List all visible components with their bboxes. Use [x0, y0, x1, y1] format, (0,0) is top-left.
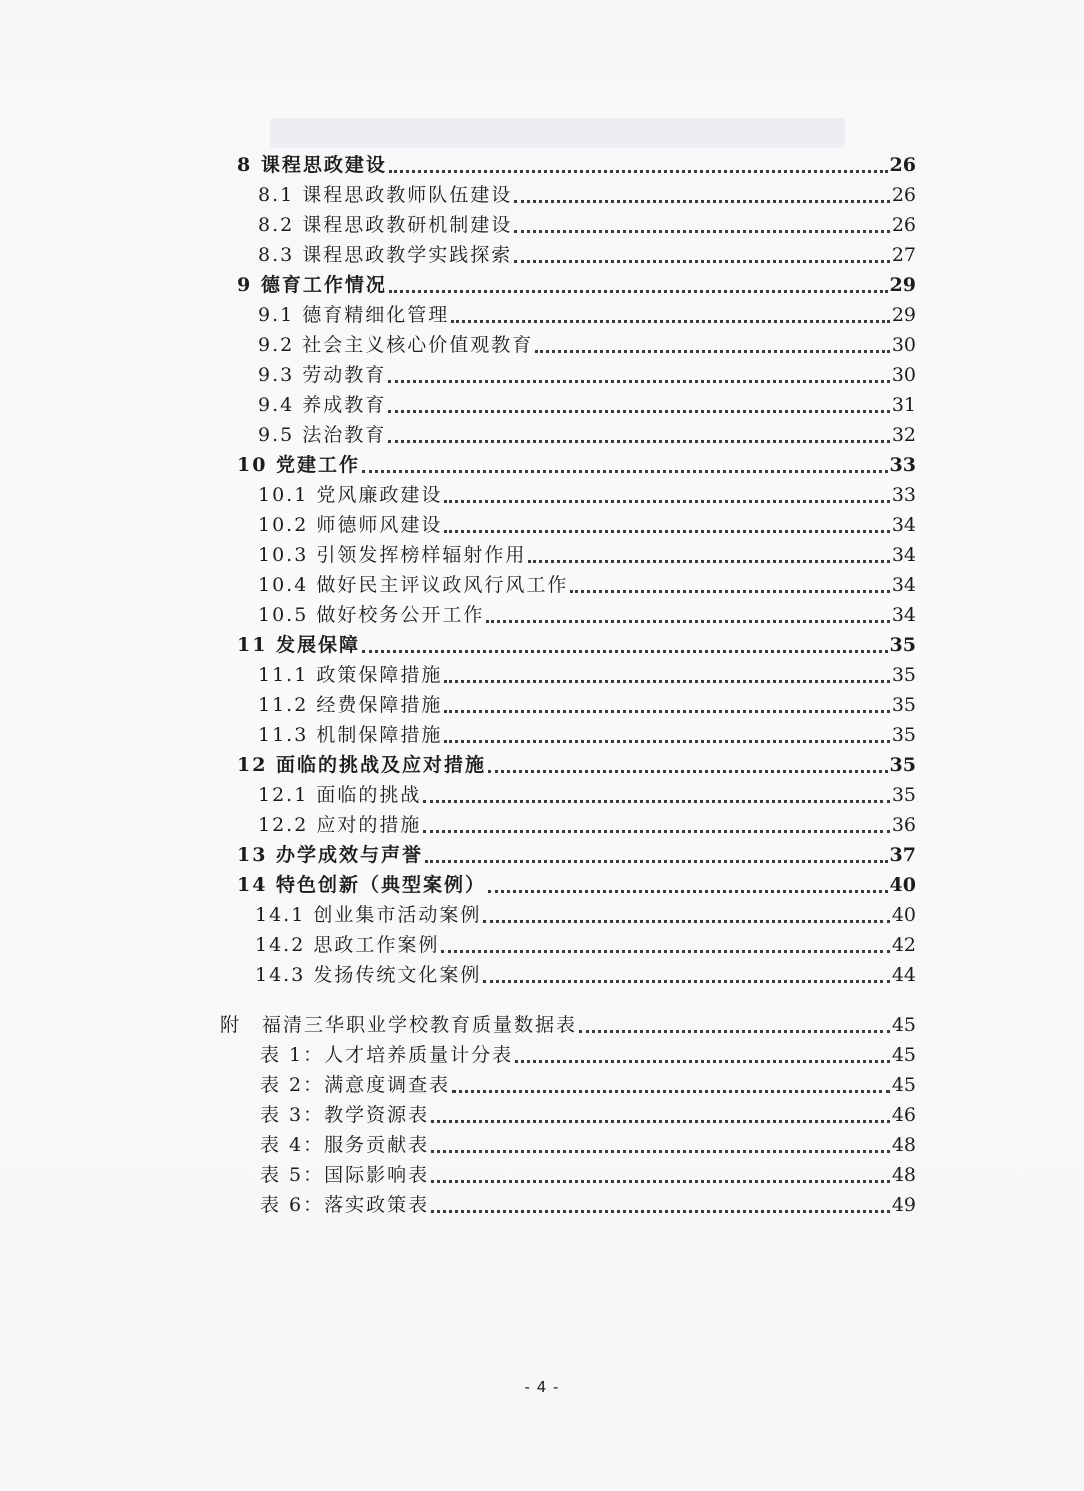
- dot-leader: [515, 1060, 890, 1063]
- toc-subsection[interactable]: [258, 178, 916, 208]
- toc-section[interactable]: [237, 448, 916, 478]
- dot-leader: [431, 1180, 890, 1183]
- toc-section[interactable]: [237, 838, 916, 868]
- toc-entry-page: 29: [891, 304, 916, 326]
- toc-entry-label: 表 2：满意度调查表: [260, 1074, 451, 1096]
- toc-entry-page: 44: [891, 964, 916, 986]
- toc-subsection[interactable]: [258, 568, 916, 598]
- toc-entry-page: 37: [889, 844, 916, 866]
- toc-entry-page: 40: [891, 904, 916, 926]
- toc-entry-page: 35: [891, 784, 916, 806]
- toc-entry-label: 附 福清三华职业学校教育质量数据表: [220, 1014, 578, 1036]
- toc-entry-page: 35: [891, 664, 916, 686]
- toc-entry-label: 9.5 法治教育: [258, 424, 387, 446]
- toc-entry-label: 11.1 政策保障措施: [258, 664, 443, 686]
- toc-subsection[interactable]: [260, 1038, 916, 1068]
- dot-leader: [486, 620, 889, 623]
- toc-entry-label: 9.3 劳动教育: [258, 364, 387, 386]
- toc-entry-page: 40: [889, 874, 916, 896]
- dot-leader: [389, 170, 888, 173]
- toc-section[interactable]: [237, 268, 916, 298]
- toc-entry-label: 表 4：服务贡献表: [260, 1134, 430, 1156]
- toc-entry-page: 34: [891, 514, 916, 536]
- toc-entry-label: 14.2 思政工作案例: [255, 934, 440, 956]
- toc-entry-page: 34: [891, 604, 916, 626]
- toc-entry-page: 45: [891, 1014, 916, 1036]
- toc-subsection[interactable]: [255, 958, 916, 988]
- toc-entry-label: 9 德育工作情况: [237, 274, 387, 296]
- toc-entry-page: 45: [891, 1044, 916, 1066]
- dot-leader: [514, 230, 890, 233]
- dot-leader: [431, 1120, 890, 1123]
- toc-entry-label: 10.5 做好校务公开工作: [258, 604, 485, 626]
- toc-entry-page: 36: [891, 814, 916, 836]
- toc-subsection[interactable]: [260, 1158, 916, 1188]
- toc-subsection[interactable]: [258, 808, 916, 838]
- dot-leader: [441, 950, 889, 953]
- toc-entry-page: 33: [889, 454, 916, 476]
- toc-entry-page: 49: [891, 1194, 916, 1216]
- toc-subsection[interactable]: [258, 688, 916, 718]
- dot-leader: [528, 560, 889, 563]
- toc-entry-page: 30: [891, 334, 916, 356]
- toc-entry-label: 12 面临的挑战及应对措施: [237, 754, 487, 776]
- toc-subsection[interactable]: [258, 598, 916, 628]
- toc-subsection[interactable]: [258, 718, 916, 748]
- toc-entry-page: 35: [889, 754, 916, 776]
- toc-entry-label: 表 1：人才培养质量计分表: [260, 1044, 514, 1066]
- toc-subsection[interactable]: [260, 1068, 916, 1098]
- dot-leader: [431, 1210, 890, 1213]
- toc-section[interactable]: [237, 148, 916, 178]
- toc-entry-page: 26: [889, 154, 916, 176]
- toc-entry-label: 8.1 课程思政教师队伍建设: [258, 184, 513, 206]
- bleed-through-mark: [270, 118, 845, 148]
- toc-subsection[interactable]: [258, 418, 916, 448]
- toc-subsection[interactable]: [258, 208, 916, 238]
- dot-leader: [570, 590, 889, 593]
- toc-entry-label: 12.2 应对的措施: [258, 814, 422, 836]
- toc-entry-label: 表 3：教学资源表: [260, 1104, 430, 1126]
- toc-section[interactable]: [237, 748, 916, 778]
- toc-subsection[interactable]: [258, 538, 916, 568]
- toc-subsection[interactable]: [258, 238, 916, 268]
- toc-entry-page: 48: [891, 1134, 916, 1156]
- toc-entry-label: 8.3 课程思政教学实践探索: [258, 244, 513, 266]
- toc-entry-page: 34: [891, 574, 916, 596]
- dot-leader: [444, 530, 889, 533]
- toc-entry-label: 14.3 发扬传统文化案例: [255, 964, 482, 986]
- dot-leader: [514, 200, 890, 203]
- dot-leader: [362, 650, 887, 653]
- toc-entry-page: 35: [889, 634, 916, 656]
- toc-subsection[interactable]: [260, 1098, 916, 1128]
- toc-subsection[interactable]: [258, 298, 916, 328]
- toc-entry-page: 34: [891, 544, 916, 566]
- toc-entry-label: 11.2 经费保障措施: [258, 694, 443, 716]
- dot-leader: [444, 740, 889, 743]
- toc-entry-page: 31: [891, 394, 916, 416]
- toc-entry-page: 27: [891, 244, 916, 266]
- toc-subsection[interactable]: [258, 658, 916, 688]
- toc-entry-page: 45: [891, 1074, 916, 1096]
- toc-entry-label: 9.4 养成教育: [258, 394, 387, 416]
- dot-leader: [444, 500, 889, 503]
- dot-leader: [389, 290, 888, 293]
- dot-leader: [579, 1030, 890, 1033]
- toc-entry-label: 8 课程思政建设: [237, 154, 387, 176]
- dot-leader: [483, 920, 889, 923]
- toc-entry-label: 13 办学成效与声誉: [237, 844, 424, 866]
- dot-leader: [514, 260, 890, 263]
- dot-leader: [488, 890, 887, 893]
- toc-entry-label: 11.3 机制保障措施: [258, 724, 443, 746]
- toc-subsection[interactable]: [255, 898, 916, 928]
- toc-entry-label: 11 发展保障: [237, 634, 361, 656]
- toc-subsection[interactable]: [258, 508, 916, 538]
- dot-leader: [388, 410, 890, 413]
- dot-leader: [423, 830, 889, 833]
- dot-leader: [423, 800, 889, 803]
- toc-subsection[interactable]: [260, 1128, 916, 1158]
- toc-subsection[interactable]: [258, 778, 916, 808]
- toc-subsection[interactable]: [258, 328, 916, 358]
- toc-entry-label: 9.1 德育精细化管理: [258, 304, 450, 326]
- toc-entry-page: 30: [891, 364, 916, 386]
- toc-appendix[interactable]: [220, 1008, 916, 1038]
- toc-entry-page: 35: [891, 694, 916, 716]
- dot-leader: [535, 350, 890, 353]
- toc-entry-label: 10.2 师德师风建设: [258, 514, 443, 536]
- toc-section[interactable]: [237, 628, 916, 658]
- dot-leader: [431, 1150, 890, 1153]
- toc-subsection[interactable]: [258, 478, 916, 508]
- toc-subsection[interactable]: [258, 388, 916, 418]
- toc-entry-label: 10.1 党风廉政建设: [258, 484, 443, 506]
- toc-entry-page: 29: [889, 274, 916, 296]
- toc-entry-page: 35: [891, 724, 916, 746]
- dot-leader: [488, 770, 887, 773]
- toc-entry-label: 10.4 做好民主评议政风行风工作: [258, 574, 569, 596]
- toc-entry-label: 表 5：国际影响表: [260, 1164, 430, 1186]
- toc-entry-label: 14.1 创业集市活动案例: [255, 904, 482, 926]
- dot-leader: [425, 860, 887, 863]
- toc-entry-label: 8.2 课程思政教研机制建设: [258, 214, 513, 236]
- toc-entry-page: 46: [891, 1104, 916, 1126]
- toc-section[interactable]: [237, 868, 916, 898]
- toc-entry-page: 26: [891, 214, 916, 236]
- dot-leader: [388, 380, 890, 383]
- toc-entry-label: 9.2 社会主义核心价值观教育: [258, 334, 534, 356]
- toc-entry-page: 26: [891, 184, 916, 206]
- toc-entry-page: 48: [891, 1164, 916, 1186]
- toc-subsection[interactable]: [255, 928, 916, 958]
- toc-entry-page: 32: [891, 424, 916, 446]
- dot-leader: [362, 470, 887, 473]
- dot-leader: [388, 440, 890, 443]
- toc-entry-label: 表 6：落实政策表: [260, 1194, 430, 1216]
- dot-leader: [452, 1090, 890, 1093]
- dot-leader: [483, 980, 889, 983]
- toc-entry-label: 12.1 面临的挑战: [258, 784, 422, 806]
- toc-entry-label: 10.3 引领发挥榜样辐射作用: [258, 544, 527, 566]
- toc-subsection[interactable]: [258, 358, 916, 388]
- dot-leader: [444, 680, 889, 683]
- toc-entry-page: 42: [891, 934, 916, 956]
- toc-entry-page: 33: [891, 484, 916, 506]
- dot-leader: [444, 710, 889, 713]
- dot-leader: [451, 320, 890, 323]
- toc-entry-label: 10 党建工作: [237, 454, 361, 476]
- toc-entry-label: 14 特色创新（典型案例）: [237, 874, 487, 896]
- page-number: - 4 -: [524, 1378, 560, 1396]
- toc-subsection[interactable]: [260, 1188, 916, 1218]
